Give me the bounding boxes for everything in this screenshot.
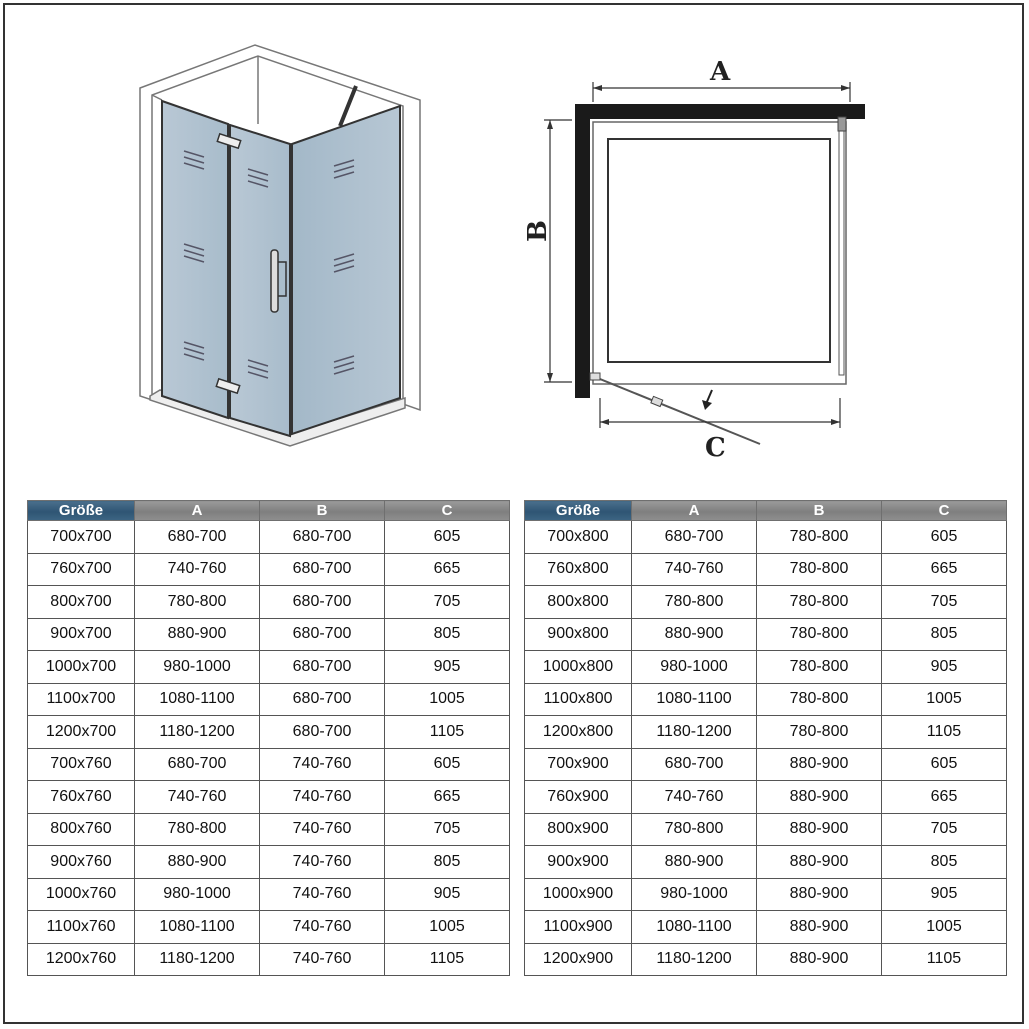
label-a: A [710, 57, 731, 87]
cell-c: 605 [385, 521, 510, 554]
table-row [28, 846, 510, 879]
wall-top [575, 104, 865, 119]
cell-a: 980-1000 [632, 651, 757, 684]
cell-b: 740-760 [260, 748, 385, 781]
table-row [525, 781, 1007, 814]
cell-b: 740-760 [260, 878, 385, 911]
cell-size: 1100x900 [525, 911, 632, 944]
tray-outer [593, 122, 846, 384]
cell-c: 805 [882, 846, 1007, 879]
size-table-left [27, 500, 510, 976]
cell-a: 980-1000 [135, 878, 260, 911]
cell-c: 1105 [882, 943, 1007, 976]
cell-c: 605 [385, 748, 510, 781]
cell-c: 1005 [385, 683, 510, 716]
cell-size: 900x700 [28, 618, 135, 651]
cell-a: 680-700 [632, 521, 757, 554]
cell-a: 1080-1100 [135, 911, 260, 944]
cell-b: 880-900 [757, 943, 882, 976]
cell-c: 705 [882, 586, 1007, 619]
table-row [28, 748, 510, 781]
glass-clamp [838, 117, 846, 131]
table-row [525, 748, 1007, 781]
cell-b: 880-900 [757, 813, 882, 846]
cell-c: 905 [385, 651, 510, 684]
cell-a: 680-700 [135, 521, 260, 554]
cell-size: 1000x700 [28, 651, 135, 684]
table-row [28, 781, 510, 814]
table-row [28, 943, 510, 976]
table-row [28, 651, 510, 684]
cell-a: 1080-1100 [135, 683, 260, 716]
cell-size: 760x760 [28, 781, 135, 814]
table-row [525, 651, 1007, 684]
cell-b: 880-900 [757, 878, 882, 911]
open-door-line [595, 377, 760, 444]
table-row [28, 911, 510, 944]
table-row [525, 813, 1007, 846]
cell-c: 605 [882, 521, 1007, 554]
cell-c: 905 [385, 878, 510, 911]
cell-c: 805 [882, 618, 1007, 651]
table-row [525, 943, 1007, 976]
cell-b: 680-700 [260, 553, 385, 586]
cell-b: 780-800 [757, 586, 882, 619]
label-c: C [705, 433, 726, 463]
cell-size: 1200x800 [525, 716, 632, 749]
cell-size: 900x800 [525, 618, 632, 651]
cell-size: 900x760 [28, 846, 135, 879]
table-header-row [525, 501, 1007, 521]
cell-a: 880-900 [135, 618, 260, 651]
cell-c: 665 [882, 781, 1007, 814]
table-row [28, 716, 510, 749]
cell-a: 880-900 [632, 618, 757, 651]
cell-b: 740-760 [260, 911, 385, 944]
cell-size: 1000x760 [28, 878, 135, 911]
cell-a: 680-700 [632, 748, 757, 781]
table-row [525, 716, 1007, 749]
cell-size: 800x800 [525, 586, 632, 619]
cell-a: 1080-1100 [632, 683, 757, 716]
cell-b: 780-800 [757, 651, 882, 684]
table-row [525, 683, 1007, 716]
table-row [525, 586, 1007, 619]
cell-c: 1005 [882, 683, 1007, 716]
cell-size: 800x760 [28, 813, 135, 846]
cell-c: 665 [385, 553, 510, 586]
cell-b: 780-800 [757, 683, 882, 716]
cell-c: 1005 [385, 911, 510, 944]
cell-b: 880-900 [757, 781, 882, 814]
tray-inner [608, 139, 830, 362]
cell-size: 1200x700 [28, 716, 135, 749]
cell-size: 1200x760 [28, 943, 135, 976]
door-hinge-top-view [590, 373, 600, 380]
cell-c: 665 [882, 553, 1007, 586]
cell-a: 880-900 [632, 846, 757, 879]
table-header-row [28, 501, 510, 521]
cell-b: 880-900 [757, 911, 882, 944]
table-row [525, 521, 1007, 554]
table-row [28, 553, 510, 586]
cell-c: 665 [385, 781, 510, 814]
cell-size: 1100x800 [525, 683, 632, 716]
table-row [525, 878, 1007, 911]
table-row [28, 586, 510, 619]
cell-c: 705 [385, 586, 510, 619]
cell-b: 680-700 [260, 586, 385, 619]
cell-b: 780-800 [757, 618, 882, 651]
cell-size: 1000x900 [525, 878, 632, 911]
cell-size: 900x900 [525, 846, 632, 879]
cell-a: 880-900 [135, 846, 260, 879]
table-row [525, 618, 1007, 651]
cell-a: 740-760 [632, 553, 757, 586]
wall-left [575, 104, 590, 398]
table-row [28, 878, 510, 911]
header-size: Größe [28, 501, 135, 521]
cell-c: 1105 [385, 716, 510, 749]
cell-b: 880-900 [757, 748, 882, 781]
cell-c: 705 [882, 813, 1007, 846]
table-row [28, 521, 510, 554]
cell-a: 1180-1200 [632, 716, 757, 749]
table-row [28, 813, 510, 846]
cell-b: 740-760 [260, 846, 385, 879]
cell-a: 1180-1200 [135, 716, 260, 749]
header-b: B [260, 501, 385, 521]
cell-a: 1180-1200 [632, 943, 757, 976]
table-body [28, 521, 510, 976]
cell-b: 740-760 [260, 813, 385, 846]
cell-c: 705 [385, 813, 510, 846]
table-row [525, 911, 1007, 944]
cell-c: 1005 [882, 911, 1007, 944]
cell-c: 1105 [882, 716, 1007, 749]
cell-size: 700x700 [28, 521, 135, 554]
header-a: A [135, 501, 260, 521]
cell-a: 740-760 [135, 781, 260, 814]
cell-size: 1100x760 [28, 911, 135, 944]
cell-b: 680-700 [260, 618, 385, 651]
cell-b: 680-700 [260, 651, 385, 684]
cell-size: 760x800 [525, 553, 632, 586]
cell-a: 680-700 [135, 748, 260, 781]
cell-b: 740-760 [260, 781, 385, 814]
cell-a: 780-800 [632, 813, 757, 846]
dimension-b [544, 120, 572, 382]
top-view-diagram [0, 0, 1029, 480]
cell-c: 805 [385, 618, 510, 651]
cell-b: 680-700 [260, 521, 385, 554]
label-b: B [523, 220, 553, 242]
cell-size: 760x900 [525, 781, 632, 814]
header-c: C [882, 501, 1007, 521]
table-row [28, 618, 510, 651]
table-body [525, 521, 1007, 976]
cell-a: 1180-1200 [135, 943, 260, 976]
cell-c: 905 [882, 651, 1007, 684]
header-b: B [757, 501, 882, 521]
table-row [28, 683, 510, 716]
cell-a: 780-800 [135, 586, 260, 619]
door-fold-hinge [651, 396, 663, 406]
cell-size: 700x900 [525, 748, 632, 781]
cell-size: 700x760 [28, 748, 135, 781]
table-row [525, 846, 1007, 879]
cell-size: 700x800 [525, 521, 632, 554]
size-table-right [524, 500, 1007, 976]
cell-b: 880-900 [757, 846, 882, 879]
cell-a: 780-800 [135, 813, 260, 846]
cell-c: 805 [385, 846, 510, 879]
cell-b: 680-700 [260, 716, 385, 749]
header-a: A [632, 501, 757, 521]
cell-size: 800x900 [525, 813, 632, 846]
cell-size: 1000x800 [525, 651, 632, 684]
cell-size: 1100x700 [28, 683, 135, 716]
cell-a: 1080-1100 [632, 911, 757, 944]
cell-size: 1200x900 [525, 943, 632, 976]
cell-size: 800x700 [28, 586, 135, 619]
cell-c: 605 [882, 748, 1007, 781]
cell-c: 1105 [385, 943, 510, 976]
header-size: Größe [525, 501, 632, 521]
cell-a: 780-800 [632, 586, 757, 619]
cell-a: 740-760 [135, 553, 260, 586]
cell-a: 980-1000 [632, 878, 757, 911]
cell-b: 780-800 [757, 553, 882, 586]
table-row [525, 553, 1007, 586]
dimension-c [600, 398, 840, 428]
cell-b: 780-800 [757, 521, 882, 554]
side-glass-top-view [839, 120, 844, 375]
cell-c: 905 [882, 878, 1007, 911]
cell-b: 680-700 [260, 683, 385, 716]
header-c: C [385, 501, 510, 521]
cell-b: 780-800 [757, 716, 882, 749]
cell-a: 740-760 [632, 781, 757, 814]
cell-b: 740-760 [260, 943, 385, 976]
cell-a: 980-1000 [135, 651, 260, 684]
cell-size: 760x700 [28, 553, 135, 586]
